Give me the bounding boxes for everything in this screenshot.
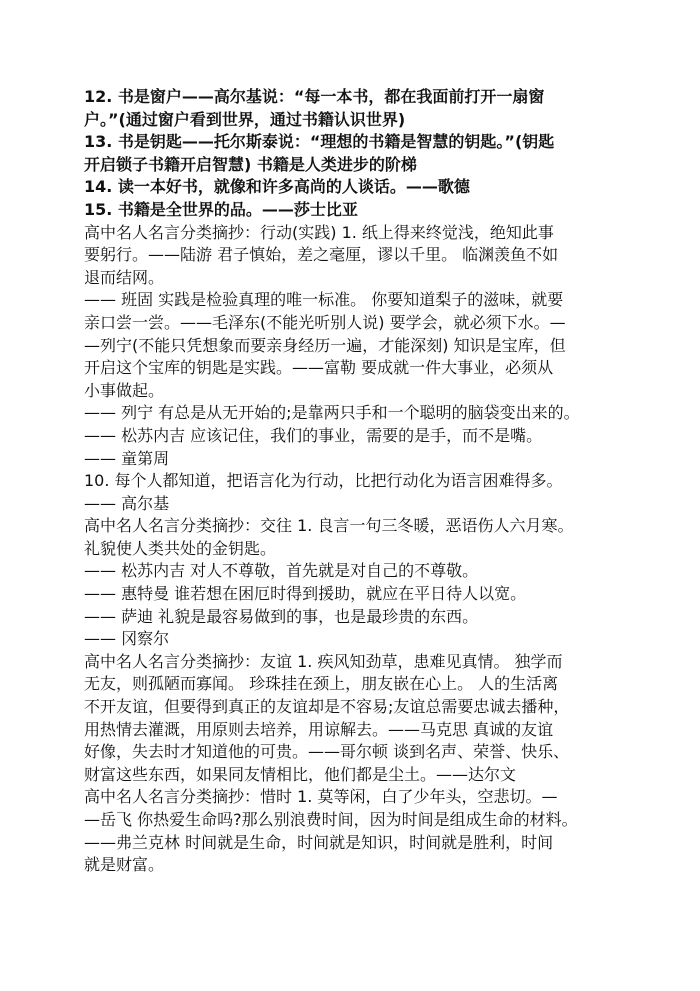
text-line: 亲口尝一尝。——毛泽东(不能光听别人说) 要学会，就必须下水。— <box>84 312 566 332</box>
text-line: 财富这些东西，如果同友情相比，他们都是尘土。——达尔文 <box>84 764 517 784</box>
text-line: —岳飞 你热爱生命吗?那么别浪费时间，因为时间是组成生命的材料。 <box>84 810 578 829</box>
text-line: 14. 读一本好书，就像和许多高尚的人谈话。——歌德 <box>84 177 470 197</box>
text-line: ——弗兰克林 时间就是生命，时间就是知识，时间就是胜利，时间 <box>84 832 554 852</box>
text-line: —— 惠特曼 谁若想在困厄时得到援助，就应在平日待人以宽。 <box>84 584 527 604</box>
text-line: 无友，则孤陋而寡闻。 珍珠挂在颈上，朋友嵌在心上。 人的生活离 <box>84 674 559 694</box>
document-page <box>84 86 644 877</box>
text-line: 礼貌使人类共处的金钥匙。 <box>84 538 277 558</box>
text-line: 13. 书是钥匙——托尔斯泰说：“理想的书籍是智慧的钥匙。”(钥匙 <box>84 132 555 152</box>
text-line: 不开友谊，但要得到真正的友谊却是不容易;友谊总需要忠诚去播种， <box>84 697 570 717</box>
text-line: 15. 书籍是全世界的品。——莎士比亚 <box>84 199 358 219</box>
text-line: 10. 每个人都知道，把语言化为行动，比把行动化为语言困难得多。 <box>84 471 563 491</box>
text-line: 高中名人名言分类摘抄：交往 1. 良言一句三冬暖，恶语伤人六月寒。 <box>84 516 574 536</box>
text-line: 高中名人名言分类摘抄：惜时 1. 莫等闲，白了少年头，空悲切。— <box>84 787 558 807</box>
text-line: 小事做起。 <box>84 380 165 400</box>
text-line: —— 松苏内吉 应该记住，我们的事业，需要的是手，而不是嘴。 <box>84 425 543 445</box>
text-line: —— 冈察尔 <box>84 629 170 649</box>
text-line: —— 列宁 有总是从无开始的;是靠两只手和一个聪明的脑袋变出来的。 <box>84 403 580 423</box>
text-line: 户。”(通过窗户看到世界，通过书籍认识世界) <box>84 109 406 129</box>
text-line: 用热情去灌溉，用原则去培养，用谅解去。——马克思 真诚的友谊 <box>84 719 554 739</box>
text-line: —— 萨迪 礼貌是最容易做到的事，也是最珍贵的东西。 <box>84 606 479 626</box>
text-line: 12. 书是窗户——高尔基说：“每一本书，都在我面前打开一扇窗 <box>84 87 545 106</box>
text-line: —— 班固 实践是检验真理的唯一标准。 你要知道梨子的滋味，就要 <box>84 290 564 310</box>
text-line: —列宁(不能只凭想象而要亲身经历一遍，才能深刻) 知识是宝库，但 <box>84 335 566 355</box>
text-line: —— 高尔基 <box>84 493 170 513</box>
text-line: —— 松苏内吉 对人不尊敬，首先就是对自己的不尊敬。 <box>84 561 479 581</box>
text-line: —— 童第周 <box>84 448 170 468</box>
text-line: 开启这个宝库的钥匙是实践。——富勒 要成就一件大事业，必须从 <box>84 358 554 378</box>
text-line: 就是财富。 <box>84 855 165 875</box>
text-line: 要躬行。——陆游 君子慎始，差之毫厘，谬以千里。 临渊羡鱼不如 <box>84 245 559 265</box>
text-line: 好像，失去时才知道他的可贵。——哥尔顿 谈到名声、荣誉、快乐、 <box>84 742 570 762</box>
text-line: 退而结网。 <box>84 267 165 287</box>
text-line: 高中名人名言分类摘抄：行动(实践) 1. 纸上得来终觉浅，绝知此事 <box>84 222 554 242</box>
text-line: 开启锁子书籍开启智慧) 书籍是人类进步的阶梯 <box>84 154 417 174</box>
text-line: 高中名人名言分类摘抄：友谊 1. 疾风知劲草，患难见真情。 独学而 <box>84 651 563 671</box>
